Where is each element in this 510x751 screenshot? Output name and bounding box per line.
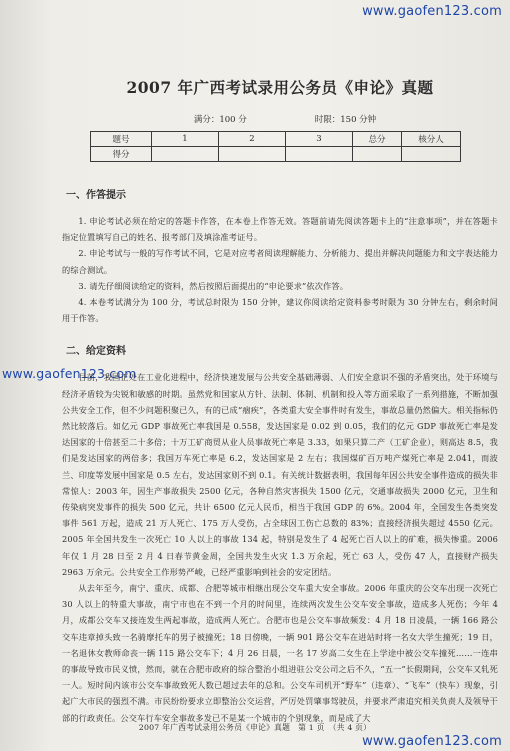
- instruction-paragraph: 4. 本卷考试满分为 100 分，考试总时限为 150 分钟，建议你阅读给定资料参考时限为 30 分钟左右，剩余时间用于作答。: [62, 297, 498, 324]
- instructions-section: [62, 213, 498, 326]
- score-table-empty-cell: [219, 147, 286, 162]
- score-table-empty-cell: [286, 147, 353, 162]
- score-table-score-row: [91, 147, 461, 162]
- score-table-cell: 得分: [91, 147, 152, 162]
- instruction-paragraph: 3. 请先仔细阅读给定的资料，然后按照后面提出的“申论要求”依次作答。: [78, 280, 349, 291]
- page-footer: 2007 年广西考试录用公务员《申论》真题 第 1 页 （共 4 页）: [138, 723, 372, 732]
- full-score: 满分：100 分: [193, 115, 247, 125]
- score-table-cell: 总分: [353, 132, 402, 147]
- score-table-empty-cell: [152, 147, 219, 162]
- watermark-bottom-right[interactable]: www.gaofen123.com: [362, 734, 502, 749]
- instruction-paragraph: 1. 申论考试必须在给定的答题卡作答，在本卷上作答无效。答题前请先阅读答题卡上的“注意事项”，并在答题卡指定位置填写自己的姓名、报考部门及填涂准考证号。: [62, 216, 498, 243]
- time-limit: 时限：150 分钟: [314, 115, 377, 125]
- score-table-empty-cell: [353, 147, 402, 162]
- section-heading-instructions: 一、作答提示: [66, 190, 126, 201]
- score-table-cell: 3: [286, 132, 353, 147]
- score-table-cell: 1: [152, 132, 219, 147]
- watermark-mid-left[interactable]: www.gaofen123.com: [2, 366, 137, 381]
- page-title: 2007 年广西考试录用公务员《申论》真题: [126, 78, 434, 97]
- material-paragraph: 从去年至今，南宁、重庆、成都、合肥等城市相继出现公交车重大安全事故。2006 年重庆的公交车出现一次死亡 30 人以上的特重大事故，南宁市也在不到一个月的时间里，连续两次发生公交车安全事故，造成多人死伤；今年 4 月，成都公交车又接连发生两起事故，造成两人死亡。合肥市也是公交车事故频发：4 月 18 日凌晨，一辆 166 路公交车违章掉头致一名骑摩托车的男子被撞死；18 日傍晚，一辆 901 路公交车在进站时将一名女大学生撞死；19 日，一名退休女教师命丧一辆 115 路公交车下；4 月 26 日晨，一名 17 岁高二女生在上学途中被公交车撞死……一连串的事故导致市民义愤，然而，就在合肥市政府的综合整治小组进驻公交公司之后不久，“五一”长假期间，公交车又轧死一人。短时间内该市公交车事故致死人数已超过去年的总和。公交车司机开“野车”（违章）、“飞车”（快车）现象，引起广大市民的强烈不满。市民纷纷要求立即整治公交运营，严厉处罚肇事驾驶员，并要求严肃追究相关负责人及领导干部的行政责任。公交车行车安全事故多发已不是某一个城市的个别现象，而是成了大: [62, 583, 498, 723]
- score-table-empty-cell: [402, 147, 461, 162]
- document-body: [62, 76, 498, 726]
- watermark-top-right[interactable]: www.gaofen123.com: [362, 4, 502, 19]
- material-paragraph: 目前，我国正处在工业化进程中，经济快速发展与公共安全基础薄弱、人们安全意识不强的矛盾突出，处于环境与经济矛盾较为尖锐和敏感的时期。虽然党和国家从方针、法制、体制、机制和投入等方面采取了一系列措施，不断加强公共安全工作，但不少问题积聚已久，有的已成“痼疾”，各类重大安全事件时有发生，事故总量仍然偏大。相关指标仍然比较落后。如亿元 GDP 事故死亡率我国是 0.558，发达国家是 0.02 到 0.05，我们的亿元 GDP 事故死亡率是发达国家的十倍甚至二十多倍；十万工矿商贸从业人员事故死亡率是 3.33，如果只算二产（工矿企业），则高达 8.5，我们是发达国家的两倍多；我国万车死亡率是 6.2，发达国家是 2 左右；我国煤矿百万吨产煤死亡率是 2.041，而波兰、印度等发展中国家是 0.5 左右，发达国家则不到 0.1。有关统计数据表明，我国每年因公共安全事件造成的损失非常惊人：2003 年，因生产事故损失 2500 亿元，各种自然灾害损失 1500 亿元，交通事故损失 2000 亿元，卫生和传染病突发事件的损失 500 亿元，共计 6500 亿元人民币，相当于我国 GDP 的 6%。2004 年，全国发生各类突发事件 561 万起，造成 21 万人死亡、175 万人受伤，占全球因工伤亡总数的 83%；直接经济损失超过 4550 亿元。2005 年全国共发生一次死亡 10 人以上的事故 134 起，特别是发生了 4 起死亡百人以上的矿难，损失惨重。2006 年仅 1 月 28 日至 2 月 4 日春节黄金周，全国共发生火灾 1.3 万余起，死亡 63 人，受伤 47 人，直接财产损失 2963 万余元。公共安全工作形势严峻，已经严重影响到社会的安定团结。: [62, 372, 498, 577]
- instruction-paragraph: 2. 申论考试与一般的写作考试不同，它是对应考者阅读理解能力、分析能力、提出并解决问题能力和文字表达能力的综合测试。: [62, 248, 498, 275]
- score-table: [90, 131, 461, 162]
- materials-section: [62, 369, 498, 725]
- exam-meta: [62, 113, 498, 125]
- score-table-cell: 2: [219, 132, 286, 147]
- score-table-header-row: [91, 132, 461, 147]
- score-table-cell: 题号: [91, 132, 152, 147]
- section-heading-materials: 二、给定资料: [66, 346, 126, 358]
- score-table-cell: 核分人: [402, 132, 461, 147]
